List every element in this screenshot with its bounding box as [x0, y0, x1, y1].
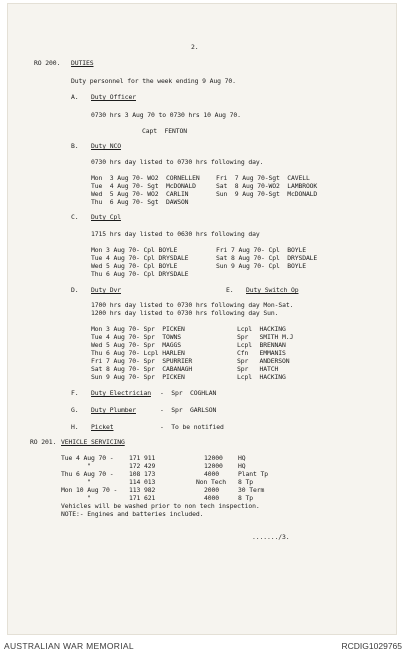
list-item: Tue 4 Aug 70- Spr TOWNS [91, 333, 181, 341]
table-cell-vehicle: 172 429 [129, 462, 156, 470]
list-item: Spr SMITH M.J [237, 333, 294, 341]
section-f-value: - Spr COGHLAN [160, 389, 217, 397]
list-item: Lcpl BRENNAN [237, 341, 286, 349]
table-cell-unit: 30 Term [238, 486, 265, 494]
section-a-hours: 0730 hrs 3 Aug 70 to 0730 hrs 10 Aug 70. [91, 111, 241, 119]
list-item: Wed 5 Aug 70- Cpl BOYLE [91, 262, 178, 270]
section-b-hours: 0730 hrs day listed to 0730 hrs following day. [91, 158, 264, 166]
table-cell-unit: 8 Tp [238, 494, 253, 502]
table-cell-date: Mon 10 Aug 70 - [61, 486, 118, 494]
document-page [8, 4, 396, 634]
footer-record-id: RCDIG1029765 [341, 641, 402, 651]
table-cell-vehicle: 171 621 [129, 494, 156, 502]
list-item: Lcpl HACKING [237, 373, 286, 381]
list-item: Sun 9 Aug 70-Sgt McDONALD [216, 190, 318, 198]
table-cell-vehicle: 171 911 [129, 454, 156, 462]
list-item: Cfn EMMANIS [237, 349, 286, 357]
table-cell-vehicle: 113 982 [129, 486, 156, 494]
table-cell-vehicle: 108 173 [129, 470, 156, 478]
section-g-letter: G. [71, 406, 79, 414]
ro200-intro: Duty personnel for the week ending 9 Aug 70. [71, 77, 236, 85]
list-item: Sun 9 Aug 70- Spr PICKEN [91, 373, 185, 381]
section-a-letter: A. [71, 93, 79, 101]
list-item: Sun 9 Aug 70- Cpl BOYLE [216, 262, 306, 270]
ro201-heading: VEHICLE SERVICING [61, 438, 125, 446]
section-a-title: Duty Officer [91, 93, 136, 101]
section-e-letter: E. [226, 286, 234, 294]
archive-footer [0, 636, 406, 654]
list-item: Spr HATCH [237, 365, 279, 373]
list-item: Fri 7 Aug 70- Cpl BOYLE [216, 246, 306, 254]
table-cell-km: 4000 [204, 494, 219, 502]
section-d-hours: 1700 hrs day listed to 0730 hrs following day Mon-Sat. [91, 301, 294, 309]
table-cell-km: 12000 [204, 454, 223, 462]
section-b-title: Duty NCO [91, 142, 121, 150]
section-f-title: Duty Electrician [91, 389, 151, 397]
continued-marker: ......./3. [252, 533, 290, 541]
table-cell-km: 2000 [204, 486, 219, 494]
table-cell-unit: Plant Tp [238, 470, 268, 478]
table-cell-km: 4000 [204, 470, 219, 478]
list-item: Sat 8 Aug 70- Cpl DRYSDALE [216, 254, 318, 262]
section-d-hours-sun: 1200 hrs day listed to 0730 hrs following day Sun. [91, 309, 279, 317]
list-item: Sat 8 Aug 70-WO2 LAMBROOK [216, 182, 318, 190]
table-cell-km: 12000 [204, 462, 223, 470]
engines-note: NOTE:- Engines and batteries included. [61, 510, 204, 518]
section-a-officer: Capt FENTON [142, 127, 187, 135]
section-f-letter: F. [71, 389, 79, 397]
section-c-hours: 1715 hrs day listed to 0630 hrs following day [91, 230, 260, 238]
ditto-mark: " [87, 478, 91, 486]
list-item: Fri 7 Aug 70-Sgt CAVELL [216, 174, 310, 182]
section-d-letter: D. [71, 286, 79, 294]
section-g-value: - Spr GARLSON [160, 406, 217, 414]
vehicle-note: Vehicles will be washed prior to non tech inspection. [61, 502, 260, 510]
section-b-letter: B. [71, 142, 79, 150]
page-number: 2. [191, 43, 199, 51]
table-cell-date: Thu 6 Aug 70 - [61, 470, 114, 478]
list-item: Mon 3 Aug 70- Cpl BOYLE [91, 246, 178, 254]
table-cell-unit: HQ [238, 462, 246, 470]
section-d-title: Duty Dvr [91, 286, 121, 294]
ro200-heading: DUTIES [71, 59, 94, 67]
ro201-label: RO 201. [30, 438, 57, 446]
section-h-letter: H. [71, 423, 79, 431]
section-e-title: Duty Switch Op [246, 286, 299, 294]
list-item: Spr ANDERSON [237, 357, 290, 365]
table-cell-date: Tue 4 Aug 70 - [61, 454, 114, 462]
section-c-title: Duty Cpl [91, 213, 121, 221]
list-item: Tue 4 Aug 70- Cpl DRYSDALE [91, 254, 189, 262]
table-cell-km: Non Tech [196, 478, 226, 486]
list-item: Thu 6 Aug 70- Sgt DAWSON [91, 198, 189, 206]
list-item: Tue 4 Aug 70- Sgt McDONALD [91, 182, 196, 190]
list-item: Fri 7 Aug 70- Spr SPURRIER [91, 357, 193, 365]
list-item: Thu 6 Aug 70- Cpl DRYSDALE [91, 270, 189, 278]
table-cell-unit: HQ [238, 454, 246, 462]
section-c-letter: C. [71, 213, 79, 221]
list-item: Mon 3 Aug 70- WO2 CORNELLEN [91, 174, 200, 182]
section-g-title: Duty Plumber [91, 406, 136, 414]
list-item: Sat 8 Aug 70- Spr CABANAGH [91, 365, 193, 373]
section-h-value: - To be notified [160, 423, 224, 431]
table-cell-vehicle: 114 013 [129, 478, 156, 486]
table-cell-unit: 8 Tp [238, 478, 253, 486]
ro200-label: RO 200. [34, 59, 61, 67]
ditto-mark: " [87, 462, 91, 470]
list-item: Lcpl HACKING [237, 325, 286, 333]
footer-institution: AUSTRALIAN WAR MEMORIAL [4, 641, 134, 651]
section-h-title: Picket [91, 423, 114, 431]
list-item: Mon 3 Aug 70- Spr PICKEN [91, 325, 185, 333]
ditto-mark: " [87, 494, 91, 502]
list-item: Wed 5 Aug 70- WO2 CARLIN [91, 190, 189, 198]
list-item: Wed 5 Aug 70- Spr MAGGS [91, 341, 181, 349]
list-item: Thu 6 Aug 70- Lcpl HARLEN [91, 349, 185, 357]
